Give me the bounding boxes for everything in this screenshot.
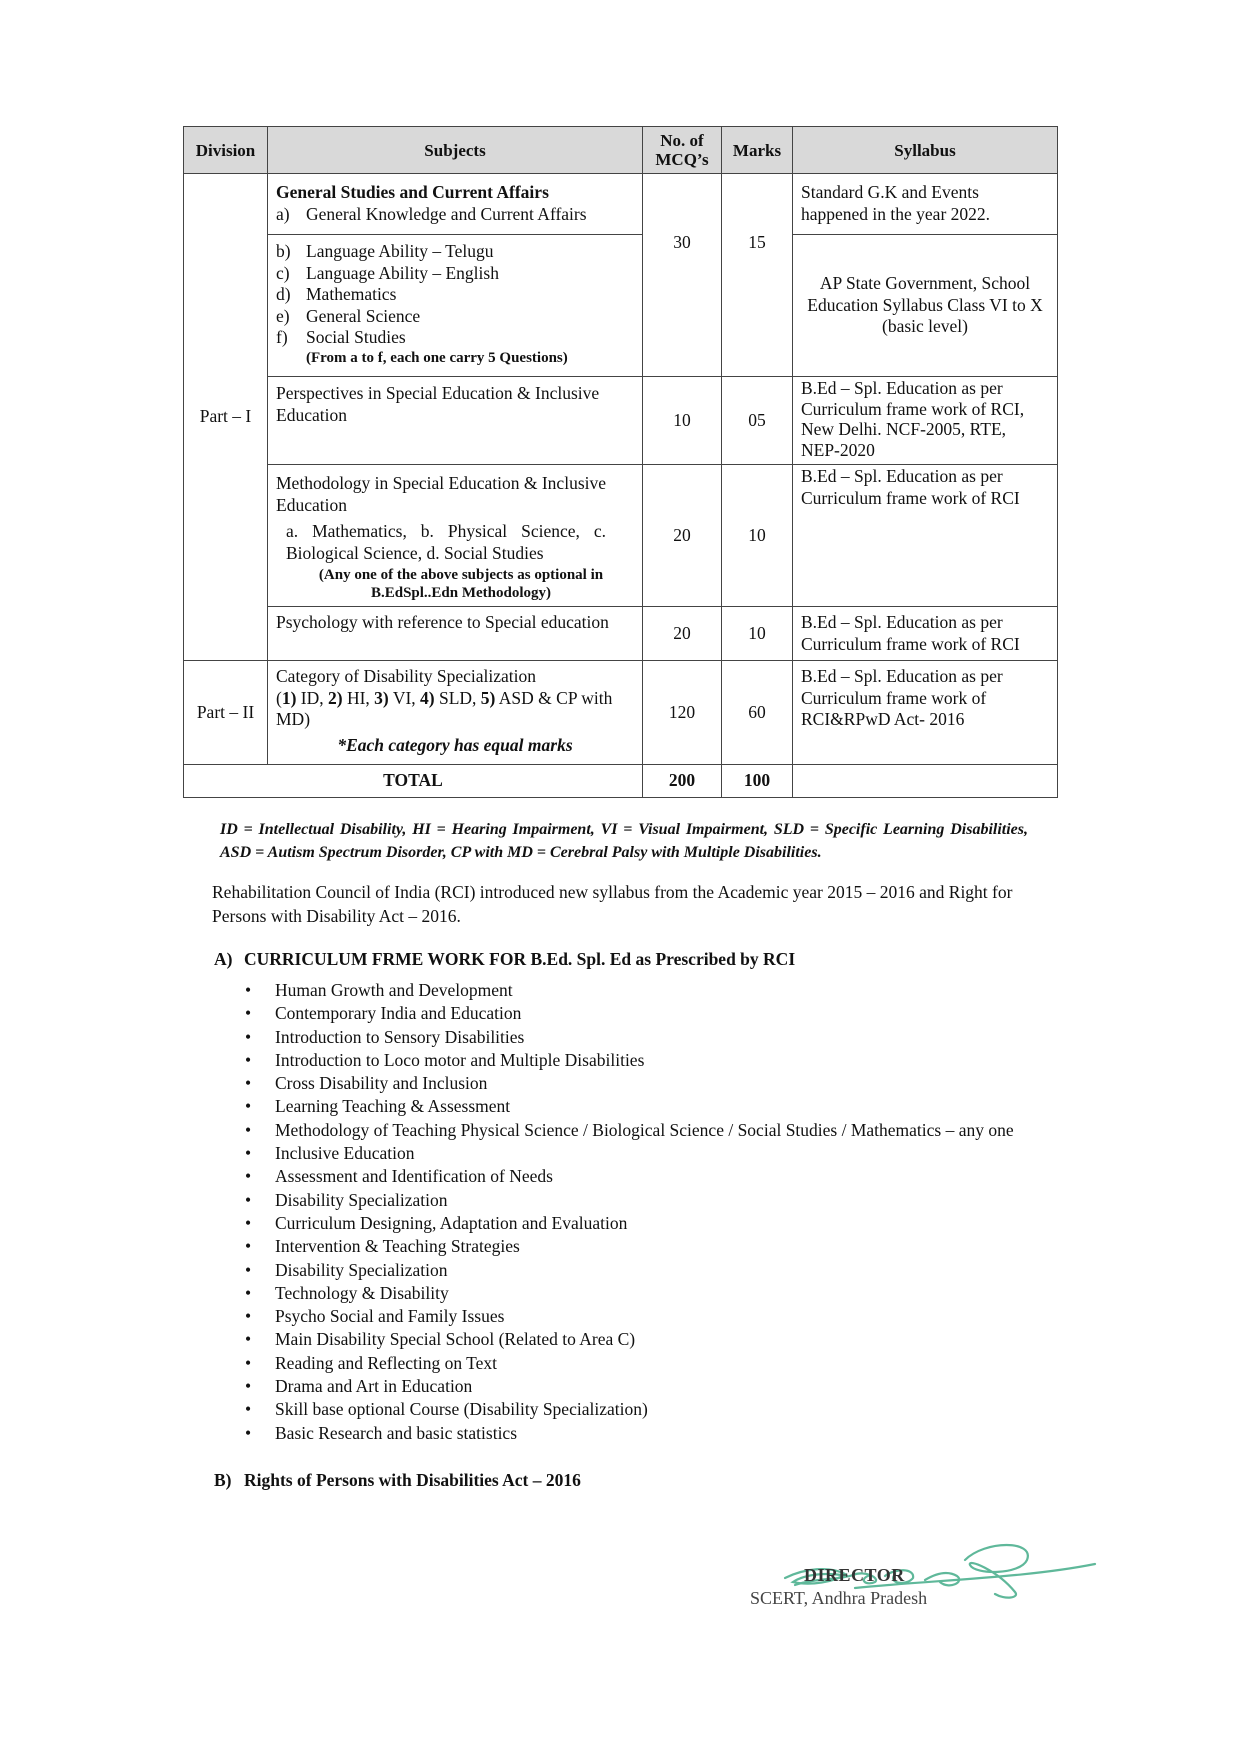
signature-icon (735, 1530, 1105, 1625)
list-item (276, 241, 634, 263)
header-marks: Marks (722, 127, 793, 174)
subject-perspectives: Perspectives in Special Education & Inclusive Education (268, 377, 643, 465)
list-item (276, 327, 634, 349)
item-letter: f) (276, 327, 288, 347)
bullet-icon: • (245, 1073, 252, 1094)
list-item-text: Learning Teaching & Assessment (275, 1096, 511, 1117)
list-item (240, 1235, 1040, 1258)
list-item-text: Assessment and Identification of Needs (275, 1166, 553, 1187)
list-item (276, 263, 634, 285)
subject-title: Methodology in Special Education & Inclusive Education (276, 473, 607, 515)
bullet-icon: • (245, 1236, 252, 1257)
subject-general-studies (268, 174, 643, 235)
bullet-icon: • (245, 1143, 252, 1164)
section-a-label: A) (214, 949, 233, 969)
subject-list (276, 241, 634, 349)
list-item (240, 1119, 1040, 1142)
mcqs-cell (643, 174, 722, 377)
item-text: Language Ability – English (306, 262, 499, 283)
bullet-icon: • (245, 1422, 252, 1443)
list-item-text: Reading and Reflecting on Text (275, 1352, 498, 1373)
syllabus-cell: B.Ed – Spl. Education as per Curriculum frame work of RCI, New Delhi. NCF-2005, RTE, NEP-2020 (793, 377, 1058, 465)
total-row (184, 765, 1058, 798)
table-row (184, 377, 1058, 465)
list-item (240, 1398, 1040, 1421)
list-item-text: Skill base optional Course (Disability Specialization) (275, 1399, 648, 1420)
subject-note: (Any one of the above subjects as optional in B.EdSpl..Edn Methodology) (318, 567, 604, 601)
list-item (240, 1328, 1040, 1351)
list-item (276, 284, 634, 306)
section-a-title: CURRICULUM FRME WORK FOR B.Ed. Spl. Ed as Prescribed by RCI (244, 949, 796, 969)
list-item (240, 1212, 1040, 1235)
list-item-text: Introduction to Loco motor and Multiple Disabilities (275, 1049, 645, 1070)
bullet-icon: • (245, 1119, 252, 1140)
bullet-icon: • (245, 1329, 252, 1350)
syllabus-cell: B.Ed – Spl. Education as per Curriculum frame work of RCI (793, 465, 1058, 607)
total-syllabus-empty (793, 765, 1058, 798)
mcqs-value: 30 (673, 232, 691, 252)
list-item-text: Contemporary India and Education (275, 1003, 522, 1024)
list-item (240, 1305, 1040, 1328)
abbreviation-legend: ID = Intellectual Disability, HI = Hearing Impairment, VI = Visual Impairment, SLD = Specific Learning Disabilities, ASD = Autism Spectrum Disorder, CP with MD = Cerebral Palsy with Multiple Disabilities. (220, 821, 1028, 861)
category-text: ID (300, 687, 320, 708)
list-item (276, 306, 634, 328)
list-item (240, 1142, 1040, 1165)
list-item (240, 1422, 1040, 1445)
item-text: Language Ability – Telugu (306, 241, 494, 261)
mcqs-value: 20 (643, 465, 722, 607)
syllabus-cell: B.Ed – Spl. Education as per Curriculum frame work of RCI&RPwD Act- 2016 (793, 661, 1058, 765)
list-item (240, 1165, 1040, 1188)
header-division: Division (184, 127, 268, 174)
item-letter: e) (276, 305, 290, 326)
category-num: 2) (328, 687, 343, 708)
header-syllabus: Syllabus (793, 127, 1058, 174)
mcqs-value: 10 (643, 377, 722, 465)
list-item (276, 204, 634, 226)
subject-list (276, 204, 634, 226)
table-header-row (184, 127, 1058, 174)
list-item-text: Disability Specialization (275, 1259, 448, 1280)
list-item-text: Basic Research and basic statistics (275, 1422, 518, 1443)
bullet-icon: • (245, 980, 252, 1000)
section-b-title: Rights of Persons with Disabilities Act – 2016 (244, 1470, 581, 1490)
list-item-text: Methodology of Teaching Physical Science / Biological Science / Social Studies / Mathematics – any one (275, 1119, 1014, 1140)
table-row (184, 607, 1058, 661)
category-text: VI (392, 687, 412, 708)
marks-value: 10 (722, 607, 793, 661)
marks-value: 60 (722, 661, 793, 765)
subject-note: (From a to f, each one carry 5 Questions) (306, 349, 568, 366)
list-item-text: Human Growth and Development (275, 980, 513, 1000)
header-mcqs (643, 127, 722, 174)
list-item (240, 1095, 1040, 1118)
list-item-text: Main Disability Special School (Related to Area C) (275, 1329, 636, 1350)
division-part-1: Part – I (184, 174, 268, 661)
header-mcqs-line2: MCQ’s (655, 150, 709, 169)
header-subjects: Subjects (268, 127, 643, 174)
mcqs-value: 120 (643, 661, 722, 765)
list-item (240, 1375, 1040, 1398)
item-letter: d) (276, 284, 291, 304)
list-item-text: Introduction to Sensory Disabilities (275, 1026, 525, 1047)
item-text: General Science (306, 305, 421, 326)
total-marks: 100 (722, 765, 793, 798)
bullet-icon: • (245, 1096, 252, 1117)
marks-value: 10 (722, 465, 793, 607)
category-text: SLD (438, 687, 473, 708)
total-label: TOTAL (184, 765, 643, 798)
syllabus-cell: B.Ed – Spl. Education as per Curriculum frame work of RCI (793, 607, 1058, 661)
section-b-label: B) (214, 1470, 232, 1490)
list-item-text: Cross Disability and Inclusion (275, 1073, 488, 1094)
bullet-icon: • (245, 1352, 252, 1373)
list-item-text: Disability Specialization (275, 1189, 448, 1210)
category-list: (1) ID, 2) HI, 3) VI, 4) SLD, 5) ASD & CP with MD) (276, 687, 613, 729)
category-text: HI (346, 687, 366, 708)
list-item (240, 1189, 1040, 1212)
list-item (240, 1049, 1040, 1072)
item-letter: c) (276, 262, 290, 283)
item-text: General Knowledge and Current Affairs (306, 203, 587, 224)
marks-value: 15 (748, 232, 766, 252)
list-item (240, 1002, 1040, 1025)
syllabus-cell: AP State Government, School Education Syllabus Class VI to X (basic level) (793, 235, 1058, 377)
category-num: 3) (374, 687, 389, 708)
category-num: 4) (420, 687, 435, 708)
item-text: Social Studies (306, 327, 406, 347)
intro-paragraph: Rehabilitation Council of India (RCI) introduced new syllabus from the Academic year 2015 – 2016 and Right for Persons with Disability Act – 2016. (212, 882, 1013, 926)
item-letter: a) (276, 203, 290, 224)
bullet-icon: • (245, 1376, 252, 1397)
bullet-icon: • (245, 1306, 252, 1327)
category-num: 1) (281, 687, 297, 708)
list-item (240, 979, 1040, 1002)
exam-pattern-table (183, 126, 1058, 798)
bullet-icon: • (245, 1399, 252, 1420)
mcqs-value: 20 (643, 607, 722, 661)
subject-psychology: Psychology with reference to Special education (268, 607, 643, 661)
category-text: ASD & CP with MD (276, 687, 613, 729)
list-item-text: Inclusive Education (275, 1143, 415, 1164)
list-item (240, 1259, 1040, 1282)
bullet-icon: • (245, 1049, 252, 1070)
subject-note: *Each category has equal marks (337, 734, 573, 755)
bullet-icon: • (245, 1212, 252, 1233)
item-letter: b) (276, 241, 291, 261)
table-row (184, 465, 1058, 607)
list-item (240, 1026, 1040, 1049)
category-num: 5) (480, 687, 496, 708)
bullet-icon: • (245, 1282, 252, 1303)
table-row (184, 174, 1058, 235)
marks-value: 05 (722, 377, 793, 465)
table-row (184, 661, 1058, 765)
syllabus-cell: Standard G.K and Events happened in the year 2022. (793, 174, 1058, 235)
section-a-heading (214, 949, 795, 970)
item-text: Mathematics (306, 284, 397, 304)
bullet-icon: • (245, 1259, 252, 1280)
list-item (240, 1072, 1040, 1095)
subject-title: Category of Disability Specialization (276, 666, 537, 686)
signatory-office: SCERT, Andhra Pradesh (750, 1588, 928, 1608)
bullet-icon: • (245, 1026, 252, 1047)
list-item-text: Technology & Disability (275, 1282, 449, 1303)
total-mcqs: 200 (643, 765, 722, 798)
list-item-text: Drama and Art in Education (275, 1376, 473, 1397)
table-row (184, 235, 1058, 377)
bullet-icon: • (245, 1189, 252, 1210)
subject-language-etc (268, 235, 643, 377)
bullet-icon: • (245, 1166, 252, 1187)
marks-cell (722, 174, 793, 377)
list-item-text: Psycho Social and Family Issues (275, 1306, 505, 1327)
header-mcqs-line1: No. of (660, 131, 704, 150)
curriculum-list (240, 979, 1040, 1445)
signatory-title: DIRECTOR (804, 1565, 905, 1585)
subject-disability-specialization (268, 661, 643, 765)
subject-methodology (268, 465, 643, 607)
subject-options: a. Mathematics, b. Physical Science, c. Biological Science, d. Social Studies (286, 521, 606, 563)
division-part-2: Part – II (184, 661, 268, 765)
list-item (240, 1282, 1040, 1305)
list-item-text: Curriculum Designing, Adaptation and Evaluation (275, 1212, 628, 1233)
subject-title: General Studies and Current Affairs (276, 182, 549, 202)
list-item (240, 1352, 1040, 1375)
section-b-heading (214, 1470, 581, 1491)
list-item-text: Intervention & Teaching Strategies (275, 1236, 520, 1257)
bullet-icon: • (245, 1003, 252, 1024)
